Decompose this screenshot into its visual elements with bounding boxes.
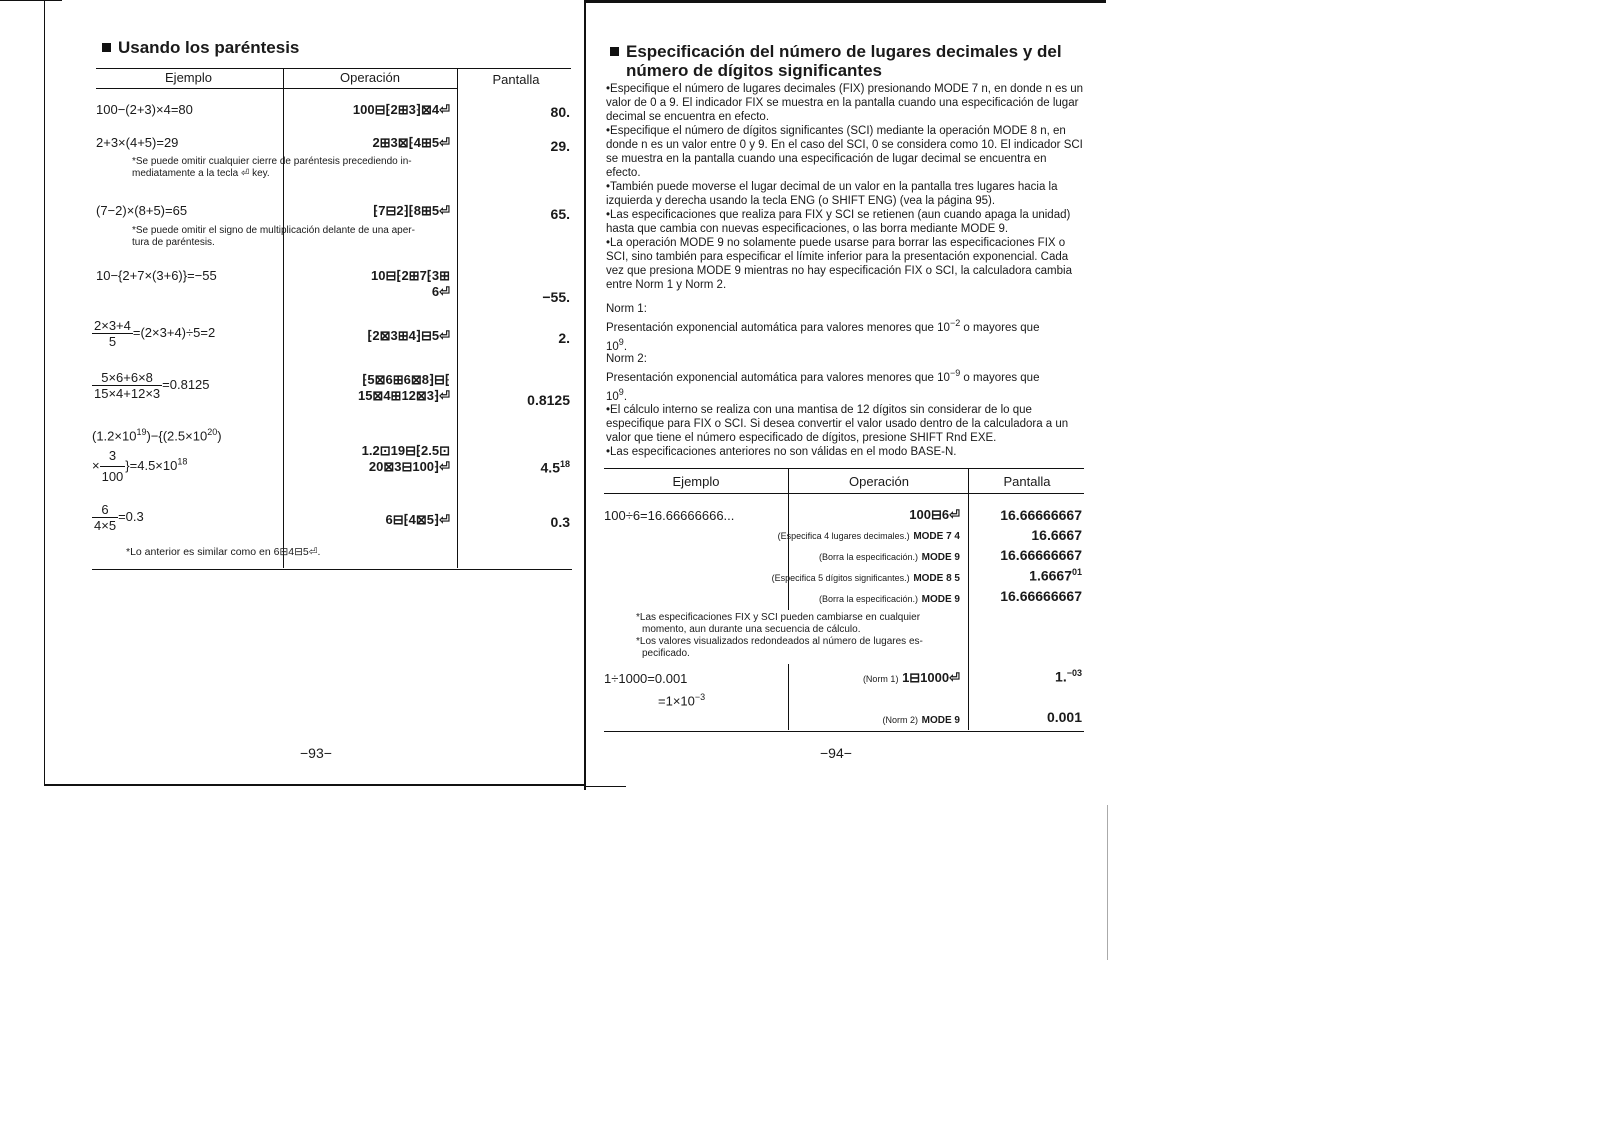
right-table-col-divider-2: [968, 468, 969, 730]
display-value: 80.: [550, 104, 570, 120]
right-page-bottom-edge: [586, 786, 626, 787]
right-page-title: Especificación del número de lugares decimales y del número de dígitos significantes: [610, 42, 1090, 80]
operation-keys: (Norm 1) 1⊟1000⏎: [862, 670, 960, 685]
display-value: 0.3: [550, 514, 570, 530]
right-page-top-edge: [586, 0, 1106, 3]
operation-keys: 2⊞3⊠⁅4⊞5⏎: [372, 135, 450, 150]
operation-keys: (Especifica 4 lugares decimales.) MODE 7 4: [777, 531, 960, 542]
title-bullet-icon: [610, 47, 619, 56]
display-value: −55.: [542, 289, 570, 305]
body-text: •Especifique el número de lugares decimales (FIX) presionando MODE 7 n, en donde n es un valor de 0 a 9. El indicador FIX se muestra en la pantalla cuando una especificación de lugar decimal se encuentra en efecto. •Especifique el número de dígitos significantes (SCI) mediante la operación MODE 8 n, en donde n es un valor entre 0 y 9. En el caso del SCI, 0 se considera como 10. El indicador SCI se muestra en la pantalla cuando una especificación de lugar decimal se encuentra en efecto. •También puede moverse el lugar decimal de un valor en la pantalla tres lugares hacia la izquierda y derecha usando la tecla ENG (o SHIFT ENG) (vea la página 95). •Las especificaciones que realiza para FIX y SCI se retienen (aun cuando apaga la unidad) hasta que cambia con nuevas especificaciones, o las borra mediante MODE 9. •La operación MODE 9 no solamente puede usarse para borrar las especificaciones FIX o SCI, sino también para especificar el límite inferior para la presentación exponencial. Cada vez que presiona MODE 9 mientras no hay especificación FIX o SCI, la calculadora cambia entre Norm 1 y Norm 2.: [606, 83, 1084, 291]
operation-keys: 6⊟⁅4⊠5⁆⏎: [385, 512, 450, 527]
left-table-header-rule: [96, 88, 458, 89]
page-number: −94−: [820, 745, 852, 761]
display-value: 1.$^{-03}$: [1055, 668, 1082, 685]
right-table-header-rule: [604, 493, 1084, 494]
operation-keys: (Norm 2) MODE 9: [882, 715, 960, 726]
norm2-block: Norm 2: Presentación exponencial automática para valores menores que $10^{-9}$ o mayores que $10^9$.: [606, 353, 1040, 403]
center-fold: [584, 0, 586, 790]
display-value: 29.: [550, 138, 570, 154]
table-row: 10−{2+7×(3+6)}=−55: [96, 268, 217, 283]
table-row: $\frac{5\times 6+6\times 8}{15\times 4+12\times 3}$ =0.8125: [94, 370, 210, 401]
right-header-display: Pantalla: [1003, 474, 1051, 489]
table-row: $\frac{2\times 3+4}{5}$ =(2×3+4)÷5=2: [94, 318, 216, 349]
norm1-block: Norm 1: Presentación exponencial automática para valores menores que $10^{-2}$ o mayores que $10^9$.: [606, 303, 1040, 353]
right-table-col-divider-1b: [788, 664, 789, 730]
table-row: $\frac{6}{4\times 5}$ =0.3: [94, 502, 144, 533]
operation-keys: 10⊟⁅2⊞7⁅3⊞ 6⏎: [371, 268, 450, 299]
right-header-example: Ejemplo: [672, 474, 720, 489]
page-number: −93−: [300, 745, 332, 761]
display-value: 0.001: [1046, 709, 1082, 725]
left-page-spine-top: [0, 0, 62, 1]
left-table-bottom-rule: [92, 569, 572, 570]
display-value: 2.: [558, 330, 570, 346]
footnote: *Se puede omitir cualquier cierre de paréntesis precediendo in- mediatamente a la tecla ⏎ key.: [132, 156, 412, 179]
table-row: (7−2)×(8+5)=65: [96, 203, 188, 218]
table-row: 100−(2+3)×4=80: [96, 102, 193, 117]
footnote: *Se puede omitir el signo de multiplicación delante de una aper- tura de paréntesis.: [132, 225, 415, 248]
right-header-operation: Operación: [849, 474, 909, 489]
table-row: 2+3×(4+5)=29: [96, 135, 179, 150]
left-page-edge: [44, 0, 45, 785]
left-header-operation: Operación: [340, 70, 400, 85]
operation-keys: (Borra la especificación.) MODE 9: [818, 594, 960, 605]
table-row: 1÷1000=0.001 $=1\times 10^{-3}$: [604, 671, 706, 709]
footnote: *Las especificaciones FIX y SCI pueden cambiarse en cualquier momento, aun durante una secuencia de cálculo. *Los valores visualizados redondeados al número de lugares es- pecificado.: [636, 612, 923, 659]
display-value: 16.66666667: [1000, 547, 1082, 563]
left-table-col-divider-1: [283, 68, 284, 568]
left-page-title: Usando los paréntesis: [102, 38, 299, 58]
display-value: 65.: [550, 206, 570, 222]
operation-keys: ⁅5⊠6⊞6⊠8⁆⊟⁅ 15⊠4⊞12⊠3⁆⏎: [357, 372, 450, 403]
display-value: $4.5^{18}$: [540, 459, 570, 476]
left-table-top-rule: [96, 68, 571, 69]
operation-keys: (Especifica 5 dígitos significantes.) MODE 8 5: [771, 573, 960, 584]
display-value: 1.6667$^{01}$: [1029, 567, 1082, 584]
operation-keys: 1.2⊡19⊟⁅2.5⊡ 20⊠3⊟100⁆⏎: [361, 443, 450, 474]
right-table-bottom-rule: [604, 731, 1084, 732]
left-page-bottom-edge: [44, 784, 584, 786]
footnote: *Lo anterior es similar como en 6⊟4⊟5⏎.: [126, 546, 321, 558]
body-text: •El cálculo interno se realiza con una mantisa de 12 dígitos sin considerar de lo que especifique para FIX o SCI. Si desea convertir el valor usado dentro de la calculadora a un valor que tiene el número especificado de dígitos, presione SHIFT Rnd EXE. •Las especificaciones anteriores no son válidas en el modo BASE-N.: [606, 404, 1069, 458]
display-value: 0.8125: [527, 392, 570, 408]
table-row: 100÷6=16.66666666...: [604, 508, 735, 523]
display-value: 16.6667: [1031, 527, 1082, 543]
display-value: 16.66666667: [1000, 507, 1082, 523]
operation-keys: 100⊟6⏎: [909, 507, 960, 522]
display-value: 16.66666667: [1000, 588, 1082, 604]
right-margin-mark: [1107, 805, 1108, 960]
operation-keys: (Borra la especificación.) MODE 9: [818, 552, 960, 563]
operation-keys: ⁅2⊠3⊞4⁆⊟5⏎: [367, 328, 450, 343]
left-header-example: Ejemplo: [165, 70, 212, 85]
title-bullet-icon: [102, 43, 111, 52]
left-table-col-divider-2: [457, 68, 458, 568]
right-table-top-rule: [604, 468, 1084, 469]
table-row: $(1.2\times 10^{19})-\{(2.5\times 10^{20})$ × $\frac{3}{100}$ }$=4.5\times 10^{18}$: [92, 427, 222, 485]
operation-keys: 100⊟⁅2⊞3⁆⊠4⏎: [352, 102, 450, 117]
operation-keys: ⁅7⊟2⁆⁅8⊞5⏎: [373, 203, 450, 218]
left-header-display: Pantalla: [492, 72, 540, 87]
